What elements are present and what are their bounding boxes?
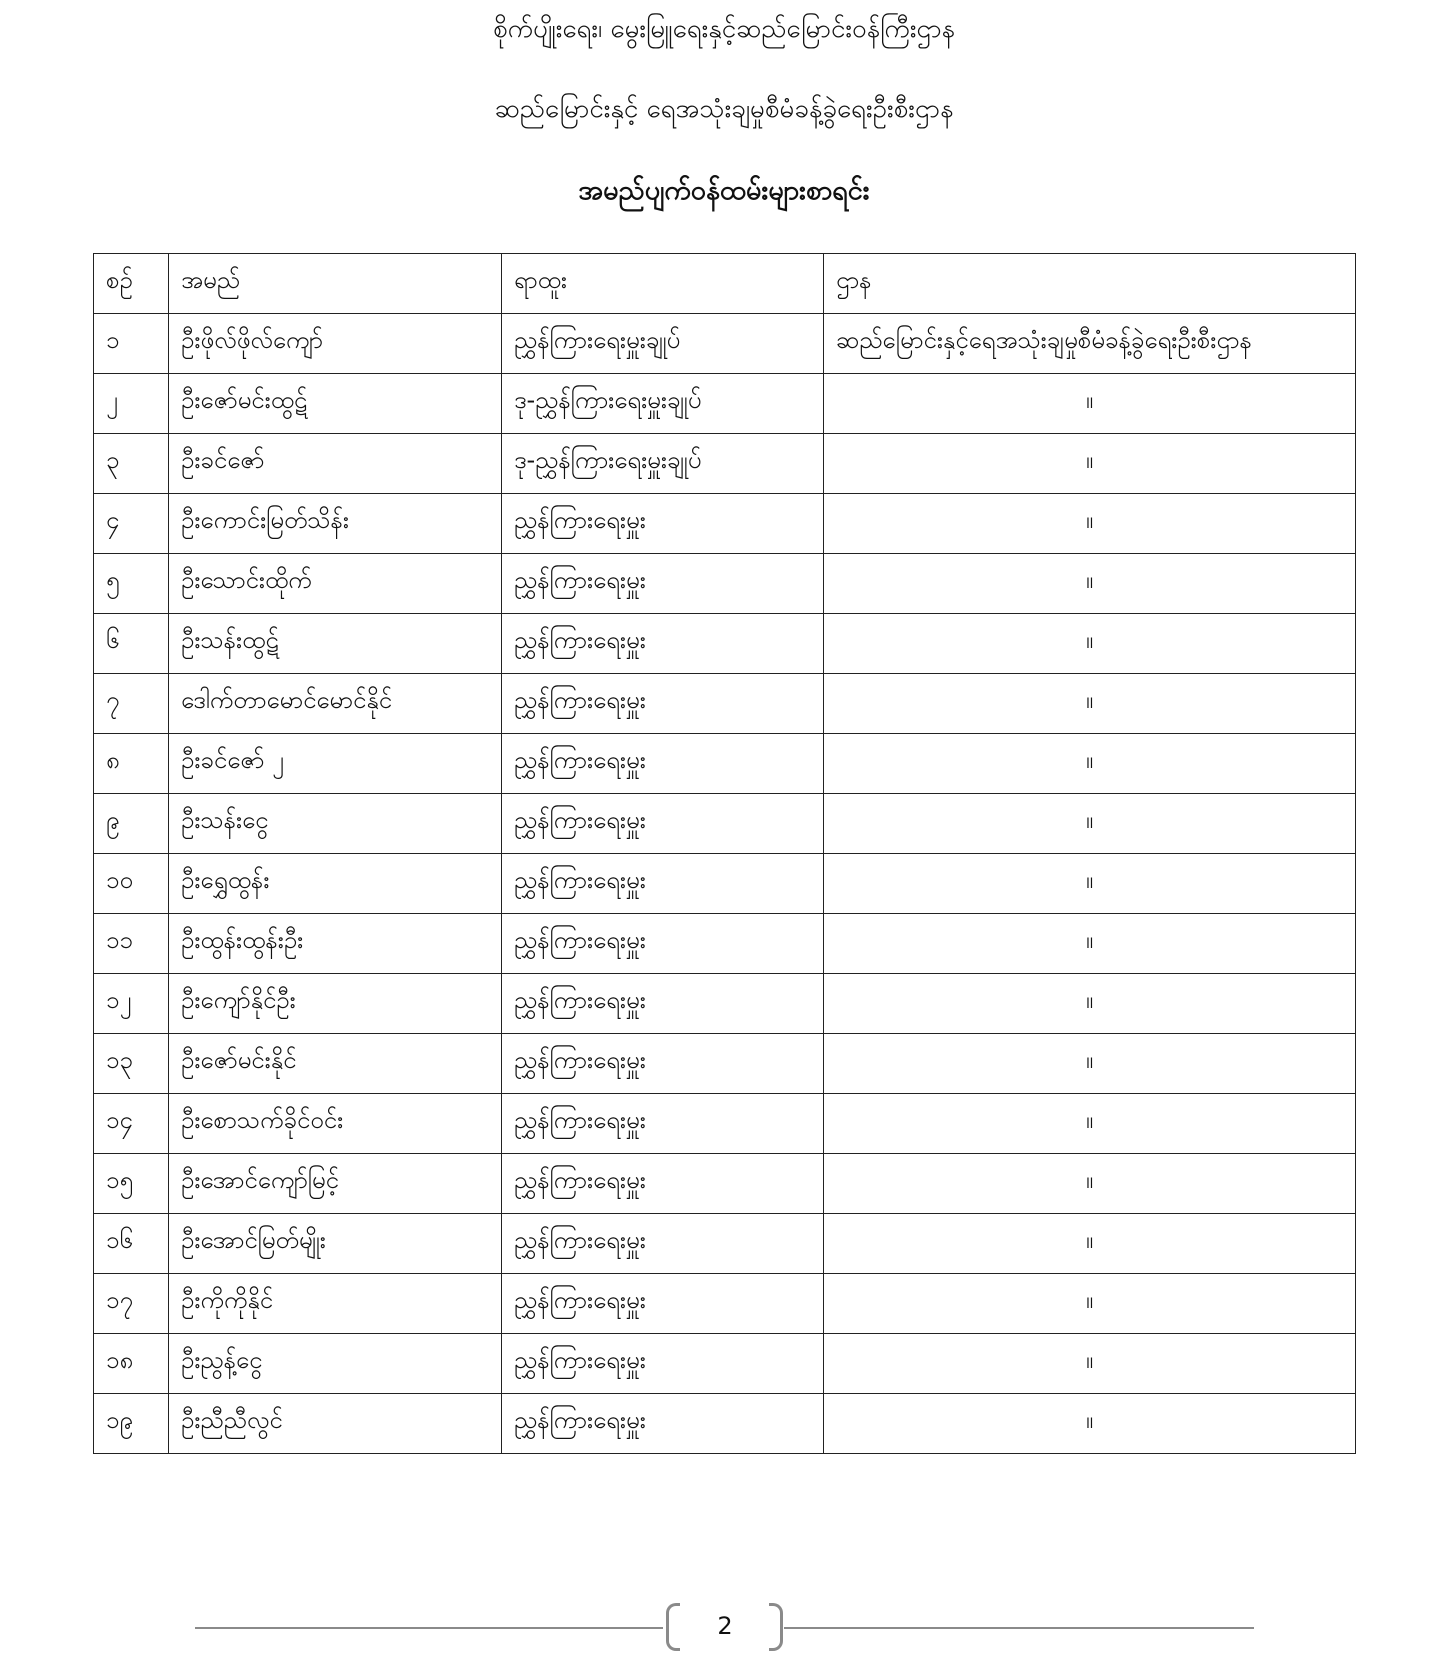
table-row (94, 1274, 1356, 1334)
cell-department-ditto: ။ (824, 734, 1356, 794)
cell-serial: ၉ (94, 794, 169, 854)
cell-department-ditto: ။ (824, 854, 1356, 914)
cell-department-ditto: ။ (824, 1214, 1356, 1274)
cell-name: ဦးရွှေထွန်း (169, 854, 502, 914)
cell-rank: ညွှန်ကြားရေးမှူး (502, 794, 824, 854)
page-number-bracket-left (666, 1603, 680, 1651)
page-number-bracket-right (769, 1603, 783, 1651)
table-row (94, 1394, 1356, 1454)
cell-serial: ၁၅ (94, 1154, 169, 1214)
cell-rank: ညွှန်ကြားရေးမှူး (502, 1214, 824, 1274)
cell-rank: ညွှန်ကြားရေးမှူး (502, 494, 824, 554)
cell-rank: ညွှန်ကြားရေးမှူးချုပ် (502, 314, 824, 374)
table-row (94, 494, 1356, 554)
cell-name: ဦးသန်းထွဋ် (169, 614, 502, 674)
cell-serial: ၁၁ (94, 914, 169, 974)
cell-serial: ၈ (94, 734, 169, 794)
table-row (94, 794, 1356, 854)
cell-rank: ညွှန်ကြားရေးမှူး (502, 914, 824, 974)
cell-serial: ၁၈ (94, 1334, 169, 1394)
cell-rank: ညွှန်ကြားရေးမှူး (502, 1394, 824, 1454)
cell-serial: ၆ (94, 614, 169, 674)
cell-name: ဦးဖိုလ်ဖိုလ်ကျော် (169, 314, 502, 374)
cell-department-ditto: ။ (824, 494, 1356, 554)
cell-department-ditto: ။ (824, 1394, 1356, 1454)
cell-serial: ၁၀ (94, 854, 169, 914)
cell-name: ဒေါက်တာမောင်မောင်နိုင် (169, 674, 502, 734)
cell-name: ဦးဇော်မင်းထွဋ် (169, 374, 502, 434)
cell-department-ditto: ။ (824, 374, 1356, 434)
header-name: အမည် (169, 254, 502, 314)
cell-department-ditto: ။ (824, 554, 1356, 614)
staff-table (93, 253, 1356, 1454)
cell-serial: ၁ (94, 314, 169, 374)
cell-name: ဦးသန်းငွေ (169, 794, 502, 854)
table-row (94, 914, 1356, 974)
footer-divider-left (195, 1627, 663, 1629)
cell-rank: ဒု-ညွှန်ကြားရေးမှူးချုပ် (502, 374, 824, 434)
ministry-heading: စိုက်ပျိုးရေး၊ မွေးမြူရေးနှင့်ဆည်မြောင်းဝန်ကြီးဌာန (492, 14, 956, 44)
cell-serial: ၃ (94, 434, 169, 494)
cell-rank: ညွှန်ကြားရေးမှူး (502, 1274, 824, 1334)
cell-name: ဦးကျော်နိုင်ဦး (169, 974, 502, 1034)
cell-department: ဆည်မြောင်းနှင့်ရေအသုံးချမှုစီမံခန့်ခွဲရေးဦးစီးဌာန (824, 314, 1356, 374)
table-row (94, 614, 1356, 674)
cell-department-ditto: ။ (824, 1274, 1356, 1334)
cell-name: ဦးခင်ဇော် ၂ (169, 734, 502, 794)
department-heading: ဆည်မြောင်းနှင့် ရေအသုံးချမှုစီမံခန့်ခွဲရေးဦးစီးဌာန (494, 94, 954, 124)
cell-name: ဦးအောင်မြတ်မျိုး (169, 1214, 502, 1274)
table-row (94, 374, 1356, 434)
cell-serial: ၁၄ (94, 1094, 169, 1154)
cell-name: ဦးညွန့်ငွေ (169, 1334, 502, 1394)
cell-name: ဦးကောင်းမြတ်သိန်း (169, 494, 502, 554)
cell-name: ဦးကိုကိုနိုင် (169, 1274, 502, 1334)
cell-serial: ၁၃ (94, 1034, 169, 1094)
cell-rank: ညွှန်ကြားရေးမှူး (502, 554, 824, 614)
table-row (94, 554, 1356, 614)
cell-rank: ညွှန်ကြားရေးမှူး (502, 1334, 824, 1394)
table-row (94, 1214, 1356, 1274)
cell-department-ditto: ။ (824, 1334, 1356, 1394)
table-row (94, 854, 1356, 914)
cell-department-ditto: ။ (824, 1094, 1356, 1154)
header-serial: စဉ် (94, 254, 169, 314)
cell-rank: ညွှန်ကြားရေးမှူး (502, 1034, 824, 1094)
cell-name: ဦးအောင်ကျော်မြင့် (169, 1154, 502, 1214)
cell-department-ditto: ။ (824, 674, 1356, 734)
cell-serial: ၁၇ (94, 1274, 169, 1334)
cell-department-ditto: ။ (824, 1154, 1356, 1214)
table-row (94, 1154, 1356, 1214)
cell-department-ditto: ။ (824, 974, 1356, 1034)
cell-name: ဦးဇော်မင်းနိုင် (169, 1034, 502, 1094)
cell-rank: ညွှန်ကြားရေးမှူး (502, 674, 824, 734)
table-row (94, 434, 1356, 494)
cell-serial: ၅ (94, 554, 169, 614)
table-row (94, 1334, 1356, 1394)
table-row (94, 974, 1356, 1034)
cell-department-ditto: ။ (824, 914, 1356, 974)
table-row (94, 314, 1356, 374)
cell-rank: ညွှန်ကြားရေးမှူး (502, 974, 824, 1034)
cell-rank: ညွှန်ကြားရေးမှူး (502, 1154, 824, 1214)
cell-rank: ဒု-ညွှန်ကြားရေးမှူးချုပ် (502, 434, 824, 494)
document-title: အမည်ပျက်ဝန်ထမ်းများစာရင်း (578, 175, 870, 206)
table-row (94, 674, 1356, 734)
cell-department-ditto: ။ (824, 614, 1356, 674)
cell-serial: ၂ (94, 374, 169, 434)
cell-department-ditto: ။ (824, 434, 1356, 494)
cell-rank: ညွှန်ကြားရေးမှူး (502, 854, 824, 914)
header-rank: ရာထူး (502, 254, 824, 314)
cell-rank: ညွှန်ကြားရေးမှူး (502, 1094, 824, 1154)
cell-department-ditto: ။ (824, 794, 1356, 854)
cell-name: ဦးစောသက်ခိုင်ဝင်း (169, 1094, 502, 1154)
cell-name: ဦးထွန်းထွန်းဦး (169, 914, 502, 974)
cell-name: ဦးသောင်းထိုက် (169, 554, 502, 614)
cell-name: ဦးညီညီလွင် (169, 1394, 502, 1454)
table-row (94, 1034, 1356, 1094)
header-department: ဌာန (824, 254, 1356, 314)
cell-serial: ၄ (94, 494, 169, 554)
cell-serial: ၇ (94, 674, 169, 734)
cell-serial: ၁၆ (94, 1214, 169, 1274)
table-row (94, 1094, 1356, 1154)
cell-name: ဦးခင်ဇော် (169, 434, 502, 494)
cell-serial: ၁၂ (94, 974, 169, 1034)
footer-divider-right (784, 1627, 1254, 1629)
table-header-row (94, 254, 1356, 314)
cell-serial: ၁၉ (94, 1394, 169, 1454)
page-number: 2 (717, 1612, 733, 1640)
cell-rank: ညွှန်ကြားရေးမှူး (502, 734, 824, 794)
cell-department-ditto: ။ (824, 1034, 1356, 1094)
table-row (94, 734, 1356, 794)
cell-rank: ညွှန်ကြားရေးမှူး (502, 614, 824, 674)
